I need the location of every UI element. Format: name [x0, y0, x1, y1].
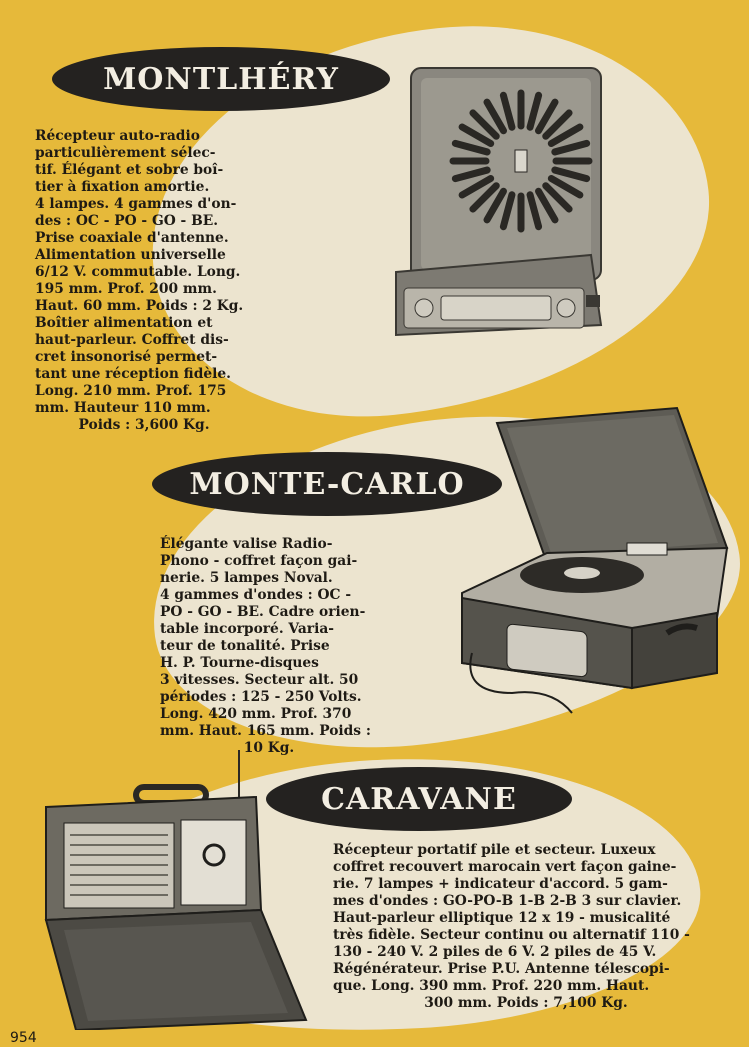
montlhery-description [35, 128, 253, 434]
description-line: 6/12 V. commutable. Long. [35, 264, 241, 280]
description-line: Poids : 3,600 Kg. [78, 417, 210, 433]
description-line: H. P. Tourne-disques [160, 655, 319, 671]
description-line: cret insonorisé permet- [35, 349, 218, 365]
description-line: 4 gammes d'ondes : OC - [160, 587, 352, 603]
description-line: très fidèle. Secteur continu ou alternatif 110 - [333, 927, 690, 943]
description-line: des : OC - PO - GO - BE. [35, 213, 219, 229]
description-line: table incorporé. Varia- [160, 621, 334, 637]
description-line: Phono - coffret façon gai- [160, 553, 358, 569]
description-line: 3 vitesses. Secteur alt. 50 [160, 672, 359, 688]
description-line: Régénérateur. Prise P.U. Antenne télescopi- [333, 961, 670, 977]
description-line: teur de tonalité. Prise [160, 638, 330, 654]
description-line: périodes : 125 - 250 Volts. [160, 689, 362, 705]
description-line: 300 mm. Poids : 7,100 Kg. [424, 995, 628, 1011]
description-line: mm. Hauteur 110 mm. [35, 400, 211, 416]
description-line: Long. 420 mm. Prof. 370 [160, 706, 352, 722]
description-line: tif. Élégant et sobre boî- [35, 162, 224, 178]
description-line: Prise coaxiale d'antenne. [35, 230, 229, 246]
description-line: nerie. 5 lampes Noval. [160, 570, 333, 586]
description-line: Long. 210 mm. Prof. 175 [35, 383, 227, 399]
description-line: mm. Haut. 165 mm. Poids : [160, 723, 371, 739]
description-line: Haut-parleur elliptique 12 x 19 - musicalité [333, 910, 671, 926]
description-line: Boîtier alimentation et [35, 315, 213, 331]
description-line: haut-parleur. Coffret dis- [35, 332, 229, 348]
product-title-monte-carlo: MONTE-CARLO [152, 452, 502, 516]
description-line: mes d'ondes : GO-PO-B 1-B 2-B 3 sur clavier. [333, 893, 682, 909]
description-line: que. Long. 390 mm. Prof. 220 mm. Haut. [333, 978, 650, 994]
description-line: Alimentation universelle [35, 247, 226, 263]
description-line: particulièrement sélec- [35, 145, 216, 161]
montlhery-radio-illustration [386, 60, 616, 340]
product-title-montlhery: MONTLHÉRY [52, 47, 390, 111]
description-line: 10 Kg. [243, 740, 295, 756]
monte-carlo-description [160, 536, 378, 757]
description-line: tant une réception fidèle. [35, 366, 231, 382]
caravane-description [333, 842, 719, 1012]
page-number: 954 [10, 1030, 37, 1046]
description-line: PO - GO - BE. Cadre orien- [160, 604, 366, 620]
description-line: 195 mm. Prof. 200 mm. [35, 281, 217, 297]
description-line: Récepteur auto-radio [35, 128, 200, 144]
monte-carlo-radiophono-illustration [452, 403, 732, 723]
description-line: coffret recouvert marocain vert façon gaine- [333, 859, 677, 875]
description-line: 130 - 240 V. 2 piles de 6 V. 2 piles de 45 V. [333, 944, 657, 960]
description-line: Haut. 60 mm. Poids : 2 Kg. [35, 298, 244, 314]
description-line: rie. 7 lampes + indicateur d'accord. 5 gam- [333, 876, 668, 892]
description-line: Élégante valise Radio- [160, 536, 333, 552]
description-line: 4 lampes. 4 gammes d'on- [35, 196, 237, 212]
product-title-caravane: CARAVANE [266, 767, 572, 831]
description-line: Récepteur portatif pile et secteur. Luxeux [333, 842, 656, 858]
description-line: tier à fixation amortie. [35, 179, 210, 195]
